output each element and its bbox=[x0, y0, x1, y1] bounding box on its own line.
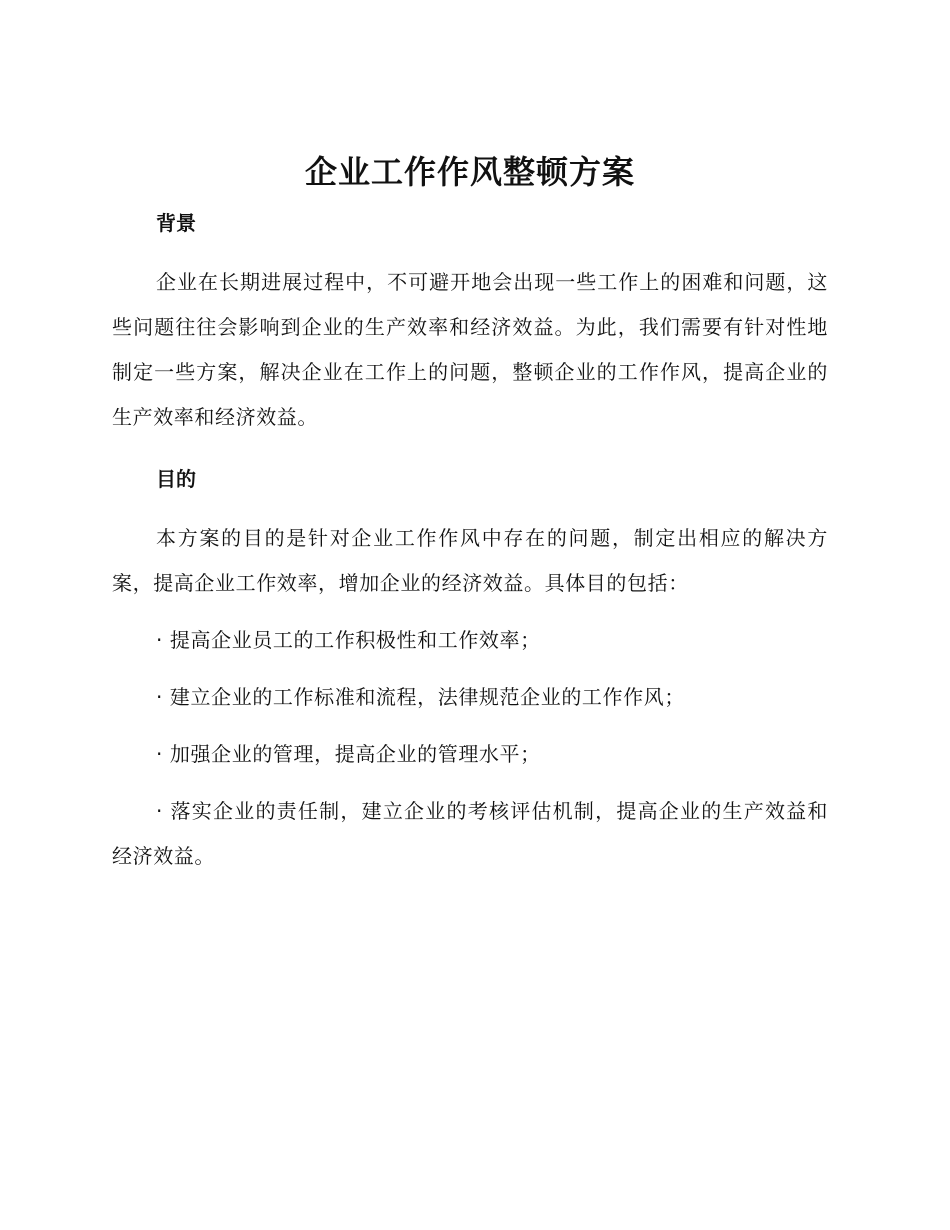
section-purpose bbox=[112, 464, 828, 879]
section-heading-purpose: 目的 bbox=[156, 467, 196, 491]
purpose-bullet-2: · 建立企业的工作标准和流程，法律规范企业的工作作风； bbox=[156, 685, 685, 709]
section-heading-background: 背景 bbox=[156, 211, 196, 235]
document-title: 企业工作作风整顿方案 bbox=[304, 153, 635, 191]
purpose-bullet-4: · 落实企业的责任制，建立企业的考核评估机制，提高企业的生产效益和经济效益。 bbox=[112, 799, 828, 868]
purpose-paragraph: 本方案的目的是针对企业工作作风中存在的问题，制定出相应的解决方案，提高企业工作效率，增加企业的经济效益。具体目的包括： bbox=[112, 526, 828, 595]
section-background bbox=[112, 208, 828, 440]
purpose-bullet-1: · 提高企业员工的工作积极性和工作效率； bbox=[156, 628, 541, 652]
background-paragraph: 企业在长期进展过程中，不可避开地会出现一些工作上的困难和问题，这些问题往往会影响到企业的生产效率和经济效益。为此，我们需要有针对性地制定一些方案，解决企业在工作上的问题，整顿企业的工作作风，提高企业的生产效率和经济效益。 bbox=[112, 270, 828, 429]
purpose-bullet-3: · 加强企业的管理，提高企业的管理水平； bbox=[156, 742, 541, 766]
